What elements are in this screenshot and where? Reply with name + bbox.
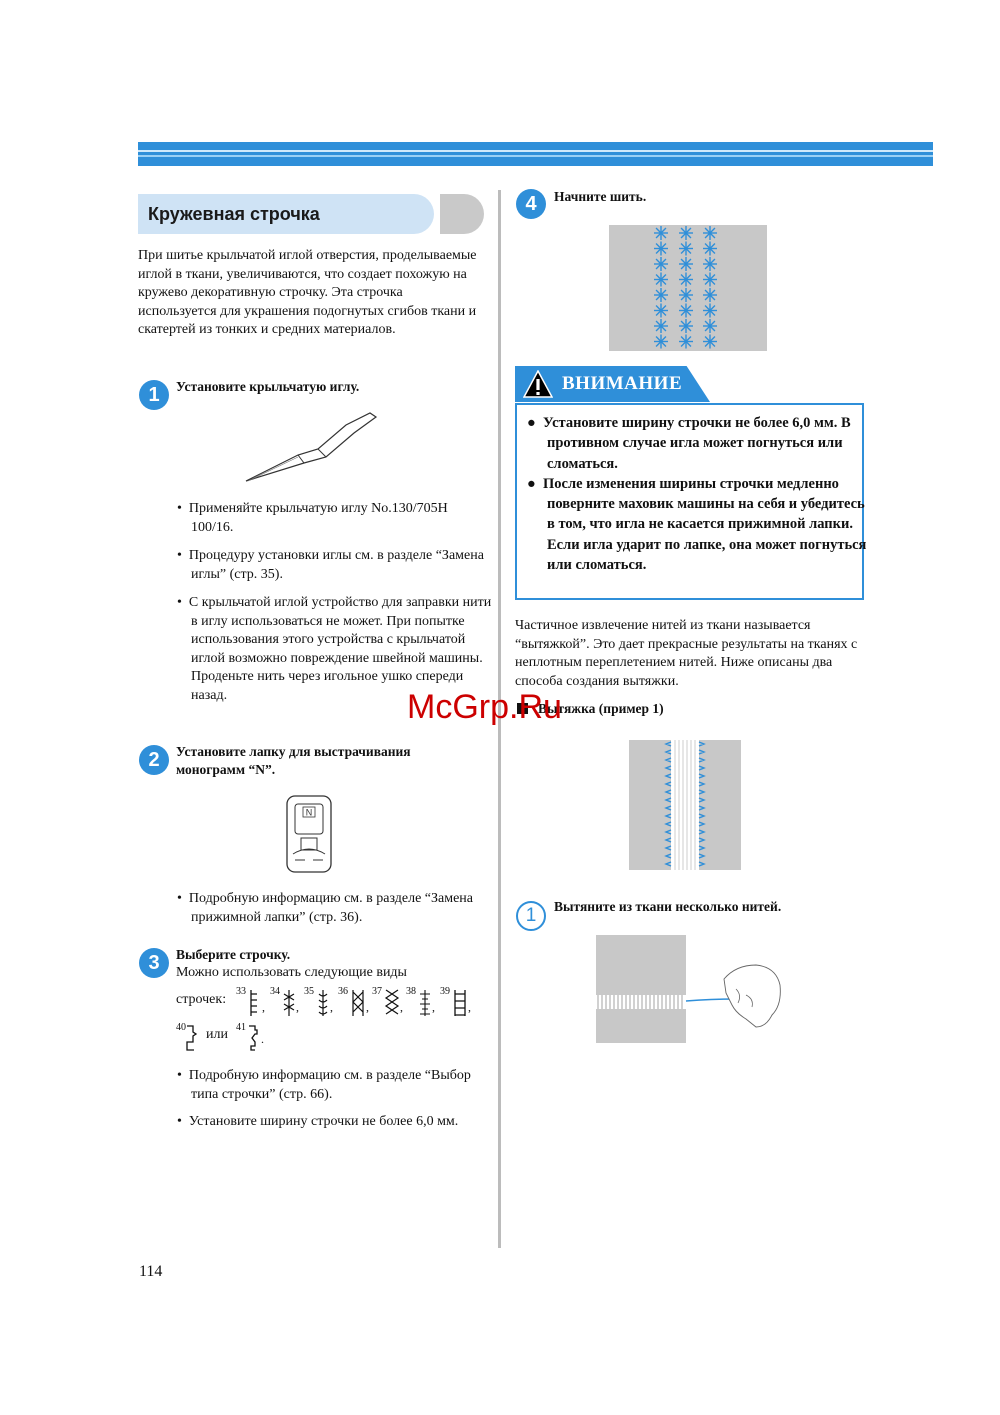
warning-triangle-icon <box>523 370 553 398</box>
lace-star <box>654 304 668 318</box>
watermark: McGrp.Ru <box>407 688 562 726</box>
pull-threads-illustration <box>596 935 786 1045</box>
step-2-bullet-1: • Подробную информацию см. в разделе “Замена прижимной лапки” (стр. 36). <box>177 891 474 925</box>
step-1-bullet-3: • С крыльчатой иглой устройство для заправки нити в иглу использоваться не может. При попытке использования этого устройства с крыльчатой иглой возможно повреждение швейной машины. Проденьте нить через игольное ушко спереди назад. <box>177 595 492 703</box>
lace-star <box>654 335 668 349</box>
step-4-title: Начните шить. <box>554 189 647 204</box>
lace-star <box>654 226 668 240</box>
stitch-options-row-2: 40 или 41 . <box>176 1020 276 1054</box>
or-word: или <box>206 1027 228 1042</box>
section-title-cap <box>440 194 484 234</box>
warning-item-2-text: После изменения ширины строчки медленно поверните маховик машины на себя и убедитесь в том, что игла не касается прижимной лапки. Если игла ударит по лапке, она может погнуться или сломаться. <box>543 475 867 574</box>
lace-star <box>703 273 717 287</box>
step-1-bullet-1: • Применяйте крыльчатую иглу No.130/705H 100/16. <box>177 501 448 535</box>
subhead-title: Вытяжка (пример 1) <box>538 701 664 716</box>
warning-title: ВНИМАНИЕ <box>562 373 683 394</box>
step-1-bullet-2-text: Процедуру установки иглы см. в разделе “Замена иглы” (стр. 35). <box>188 548 484 582</box>
monogram-foot-illustration <box>283 794 335 876</box>
substep-1-title: Вытяните из ткани несколько нитей. <box>554 899 782 914</box>
step-1-number: 1 <box>139 380 169 410</box>
stitch-number: 37 <box>372 986 382 997</box>
lace-stitch-pattern <box>609 225 767 351</box>
lace-star <box>703 319 717 333</box>
lace-star <box>654 319 668 333</box>
stitch-number: 35 <box>304 986 314 997</box>
lace-star <box>679 226 693 240</box>
step-2-bullet-1-text: Подробную информацию см. в разделе “Замена прижимной лапки” (стр. 36). <box>188 891 474 925</box>
stitch-36-icon[interactable] <box>350 988 366 1018</box>
intro-paragraph: При шитье крыльчатой иглой отверстия, проделываемые иглой в ткани, увеличиваются, что создает похожую на кружево декоративную строчку. Эта строчка используется для украшения подогнутых сгибов ткани и скатертей из тонких и средних материалов. <box>138 248 477 338</box>
header-bar-highlight <box>138 150 933 152</box>
warning-item-1: ● Установите ширину строчки не более 6,0 мм. В противном случае игла может погнуться или сломаться. <box>527 415 851 472</box>
step-2-title: Установите лапку для выстрачивания монограмм “N”. <box>176 744 411 777</box>
drawn-work-pattern <box>629 740 741 870</box>
lace-star <box>679 273 693 287</box>
lace-star <box>679 304 693 318</box>
stitch-number: 36 <box>338 986 348 997</box>
edge-stitch <box>699 742 704 866</box>
lace-star <box>679 288 693 302</box>
lace-star <box>703 242 717 256</box>
stitch-number: 38 <box>406 986 416 997</box>
lace-star <box>703 335 717 349</box>
warning-box <box>515 403 867 600</box>
warning-item-1-text: Установите ширину строчки не более 6,0 мм. В противном случае игла может погнуться или сломаться. <box>543 415 851 472</box>
step-1-bullet-1-text: Применяйте крыльчатую иглу No.130/705H 100/16. <box>188 501 448 535</box>
warning-item-2: ● После изменения ширины строчки медленно поверните маховик машины на себя и убедитесь в том, что игла не касается прижимной лапки. Если игла ударит по лапке, она может погнуться или сломаться. <box>527 475 867 574</box>
step-4-number: 4 <box>516 189 546 219</box>
lace-star <box>654 288 668 302</box>
step-3-bullet-2-text: Установите ширину строчки не более 6,0 мм. <box>188 1114 459 1129</box>
step-1-bullet-3-text: С крыльчатой иглой устройство для заправки нити в иглу использоваться не может. При попытке использования этого устройства с крыльчатой иглой возможно повреждение швейной машины. Проденьте нить через игольное ушко спереди назад. <box>188 595 492 703</box>
step-3-title: Выберите строчку. <box>176 947 291 962</box>
step-3-stitches-label: строчек: <box>176 992 227 1007</box>
stitch-number: 40 <box>176 1022 186 1033</box>
stitch-38-icon[interactable] <box>418 988 432 1018</box>
drawn-thread-paragraph: Частичное извлечение нитей из ткани называется “вытяжкой”. Это дает прекрасные результаты на тканях с неплотным переплетением нитей. Ниже описаны два способа создания вытяжки. <box>515 618 858 689</box>
wing-needle-illustration <box>238 405 384 487</box>
stitch-options-row: 33 , 34 , 35 , 36 , 37 , 38 , 39 , <box>236 986 476 1020</box>
header-bar <box>138 142 933 166</box>
lace-star <box>679 335 693 349</box>
lace-star <box>679 257 693 271</box>
substep-1-number: 1 <box>516 901 546 931</box>
stitch-37-icon[interactable] <box>384 988 400 1018</box>
stitch-40-icon[interactable] <box>184 1024 198 1052</box>
stitch-35-icon[interactable] <box>316 988 330 1018</box>
edge-stitch <box>666 742 671 866</box>
stitch-33-icon[interactable] <box>248 988 260 1018</box>
step-3-bullet-1: • Подробную информацию см. в разделе “Выбор типа строчки” (стр. 66). <box>177 1068 471 1102</box>
step-3-bullet-1-text: Подробную информацию см. в разделе “Выбор типа строчки” (стр. 66). <box>188 1068 471 1102</box>
foot-letter: N <box>305 807 313 818</box>
step-3-text: Можно использовать следующие виды <box>176 965 407 980</box>
section-title: Кружевная строчка <box>138 194 434 234</box>
stitch-number: 33 <box>236 986 246 997</box>
lace-star <box>703 226 717 240</box>
page-number: 114 <box>139 1263 163 1280</box>
stitch-41-icon[interactable] <box>246 1024 260 1052</box>
lace-star <box>654 257 668 271</box>
step-3-bullet-2: • Установите ширину строчки не более 6,0 мм. <box>177 1114 459 1129</box>
stitch-34-icon[interactable] <box>282 988 296 1018</box>
step-3-number: 3 <box>139 948 169 978</box>
stitch-number: 41 <box>236 1022 246 1033</box>
lace-star <box>703 288 717 302</box>
stitch-number: 39 <box>440 986 450 997</box>
lace-star <box>703 257 717 271</box>
stitch-number: 34 <box>270 986 280 997</box>
lace-star <box>679 319 693 333</box>
step-1-title: Установите крыльчатую иглу. <box>176 379 360 394</box>
stitch-39-icon[interactable] <box>452 988 468 1018</box>
lace-stitch-fabric <box>609 225 767 351</box>
lace-star <box>654 273 668 287</box>
drawn-work-fabric <box>629 740 741 870</box>
step-2-number: 2 <box>139 745 169 775</box>
lace-star <box>703 304 717 318</box>
lace-star <box>654 242 668 256</box>
lace-star <box>679 242 693 256</box>
step-1-bullet-2: • Процедуру установки иглы см. в разделе “Замена иглы” (стр. 35). <box>177 548 484 582</box>
